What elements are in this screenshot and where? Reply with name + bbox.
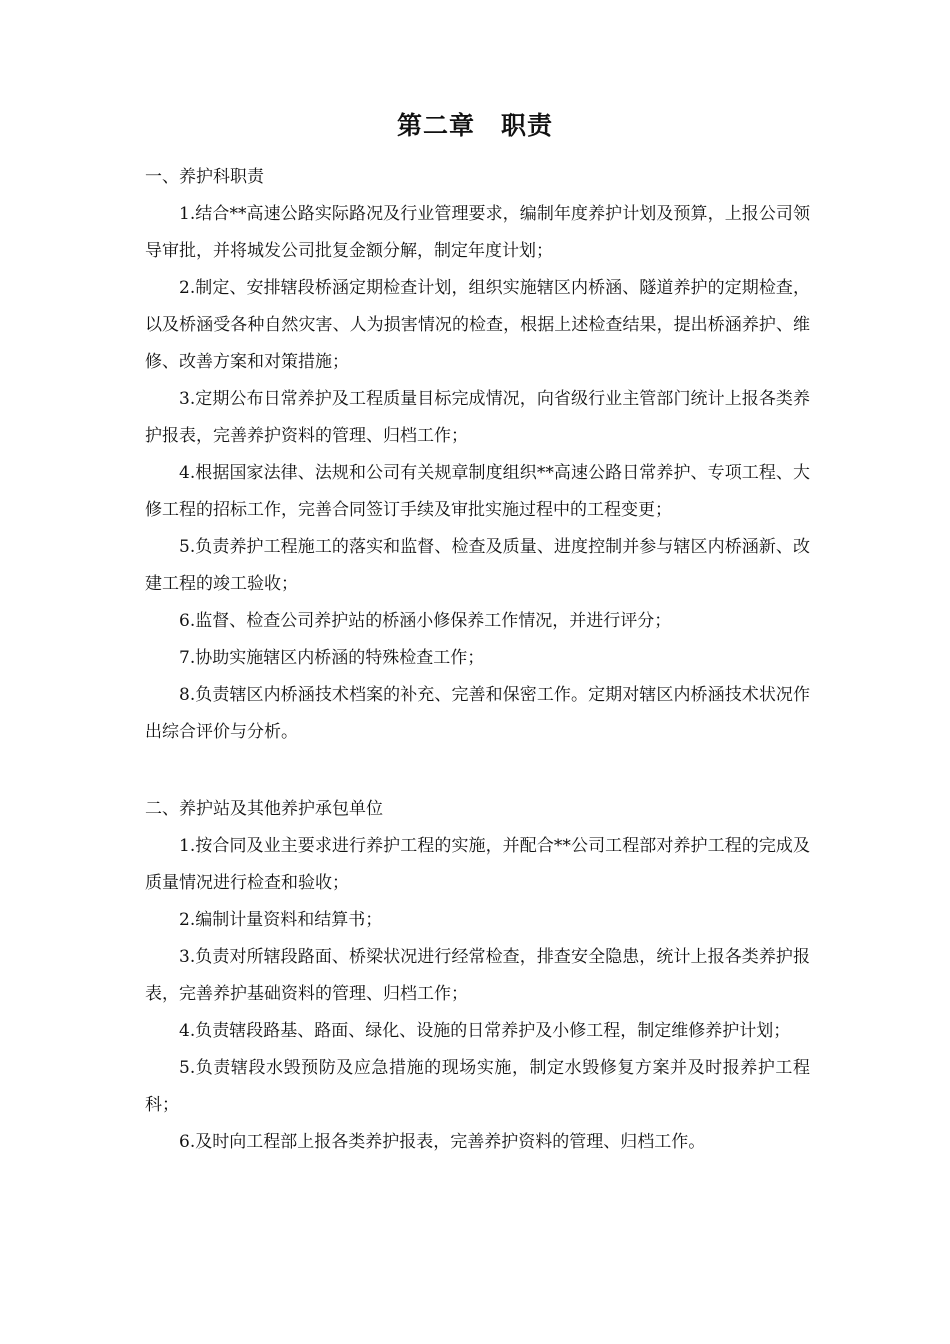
section-heading: 一、养护科职责: [145, 167, 264, 187]
list-item: 2.制定、安排辖段桥涵定期检查计划，组织实施辖区内桥涵、隧道养护的定期检查，以及桥涵受各种自然灾害、人为损害情况的检查，根据上述检查结果，提出桥涵养护、维修、改善方案和对策措施；: [145, 278, 810, 372]
list-item: 5.负责辖段水毁预防及应急措施的现场实施，制定水毁修复方案并及时报养护工程科；: [145, 1058, 810, 1115]
list-item: 7.协助实施辖区内桥涵的特殊检查工作；: [179, 648, 485, 668]
list-item: 6.监督、检查公司养护站的桥涵小修保养工作情况，并进行评分；: [179, 611, 672, 631]
chapter-title: 第二章 职责: [396, 111, 553, 140]
list-item: 1.结合**高速公路实际路况及行业管理要求，编制年度养护计划及预算，上报公司领导审批，并将城发公司批复金额分解，制定年度计划；: [145, 204, 810, 261]
list-item: 1.按合同及业主要求进行养护工程的实施，并配合**公司工程部对养护工程的完成及质量情况进行检查和验收；: [145, 836, 810, 893]
list-item: 3.负责对所辖段路面、桥梁状况进行经常检查，排查安全隐患，统计上报各类养护报表，完善养护基础资料的管理、归档工作；: [145, 947, 810, 1004]
list-item: 2.编制计量资料和结算书；: [179, 910, 383, 930]
section-maintenance-department: [145, 159, 810, 751]
list-item: 5.负责养护工程施工的落实和监督、检查及质量、进度控制并参与辖区内桥涵新、改建工程的竣工验收；: [145, 537, 810, 594]
list-item: 4.根据国家法律、法规和公司有关规章制度组织**高速公路日常养护、专项工程、大修工程的招标工作，完善合同签订手续及审批实施过程中的工程变更；: [145, 463, 810, 520]
section-maintenance-stations: [145, 791, 810, 1161]
list-item: 4.负责辖段路基、路面、绿化、设施的日常养护及小修工程，制定维修养护计划；: [179, 1021, 791, 1041]
list-item: 6.及时向工程部上报各类养护报表，完善养护资料的管理、归档工作。: [179, 1132, 706, 1152]
section-heading: 二、养护站及其他养护承包单位: [145, 799, 383, 819]
list-item: 3.定期公布日常养护及工程质量目标完成情况，向省级行业主管部门统计上报各类养护报表，完善养护资料的管理、归档工作；: [145, 389, 810, 446]
list-item: 8.负责辖区内桥涵技术档案的补充、完善和保密工作。定期对辖区内桥涵技术状况作出综合评价与分析。: [145, 685, 810, 742]
